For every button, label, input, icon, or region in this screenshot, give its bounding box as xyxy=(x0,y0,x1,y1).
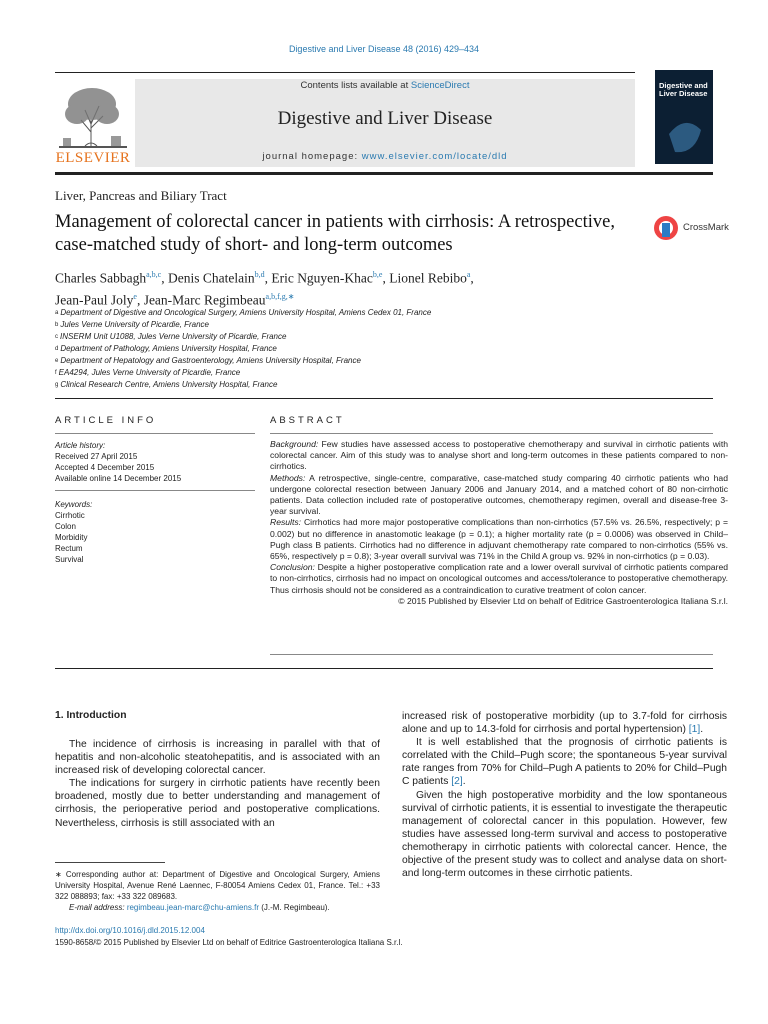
footnote-divider xyxy=(55,862,165,863)
affiliation-item xyxy=(55,367,655,379)
keyword: Survival xyxy=(55,555,84,564)
author-affiliation-marks[interactable]: a xyxy=(466,270,471,279)
affiliation-item xyxy=(55,319,655,331)
keyword: Rectum xyxy=(55,544,83,553)
author-list xyxy=(55,266,675,309)
homepage-prefix: journal homepage: xyxy=(262,151,362,162)
affiliation-text: Department of Hepatology and Gastroenterology, Amiens University Hospital, France xyxy=(60,356,361,365)
abstract-heading: ABSTRACT xyxy=(270,415,345,426)
crossmark-button[interactable] xyxy=(653,213,733,243)
journal-citation[interactable]: Digestive and Liver Disease 48 (2016) 429–434 xyxy=(288,44,480,54)
abstract-conclusion: Conclusion: Despite a higher postoperative complication rate and a lower overall survival of cirrhotic patients compared to non-cirrhotics, cirrhosis had no impact on oncological outcomes and access/tolerance to postoperative chemotherapy. Thus cirrhosis should not be considered as a contraindication to curative treatment of colon cancer. xyxy=(270,562,728,595)
sciencedirect-link[interactable]: ScienceDirect xyxy=(410,80,470,91)
affiliation-label: c xyxy=(55,334,58,340)
body-paragraph: It is well established that the prognosis of cirrhotic patients is correlated with the Child–Pugh score; the spontaneous 5-year survival rate ranges from 70% for Child–Pugh A patients to 20% for Child–Pugh C patients [2]. xyxy=(402,737,727,788)
journal-homepage xyxy=(135,151,635,162)
body-column-right xyxy=(402,710,727,880)
author-name[interactable]: Jean-Paul Joly xyxy=(55,292,134,307)
body-paragraph: Given the high postoperative morbidity and the low spontaneous survival of cirrhotic patients, it is essential to investigate the therapeutic management of colorectal cancer in this population. However, few studies have assessed long-term survival and access to postoperative chemotherapy in cirrhotic patients with colorectal cancer. Hence, the objective of the present study was to collect and analyse data on short- and long-term outcomes in these cirrhotic patients. xyxy=(402,789,727,880)
author-name[interactable]: Charles Sabbagh xyxy=(55,270,147,286)
affiliation-text: Department of Pathology, Amiens University Hospital, France xyxy=(60,344,277,353)
divider xyxy=(55,72,635,73)
cover-title: Digestive and Liver Disease xyxy=(659,81,708,98)
reference-link[interactable]: [1] xyxy=(688,724,701,736)
author-separator: , xyxy=(470,270,474,286)
abstract-results: Results: Cirrhotics had more major postoperative complications than non-cirrhotics (57.5% vs. 26.5%, respectively; p = 0.002) but no difference in anastomotic leakage (p = 0.1); a higher mortality rate (p = 0.0006) was observed in Child–Pugh class B patients. Cirrhotics had no difference in adjuvant chemotherapy rate compared to non-cirrhotics (55% vs. 65%, respectively p = 0.8); 3-year overall survival was 71% in the Child A group vs. 92% in non-cirrhotics (p = 0.03). xyxy=(270,517,728,562)
journal-title: Digestive and Liver Disease xyxy=(277,108,493,129)
author-name[interactable]: Jean-Marc Regimbeau xyxy=(143,292,266,307)
affiliation-text: Jules Verne University of Picardie, France xyxy=(60,320,209,329)
abstract-label: Results: xyxy=(270,517,302,528)
footnote-text: Corresponding author at: Department of Digestive and Oncological Surgery, Amiens University Hospital, Avenue René Laennec, F-80054 Amiens Cedex 01, France. Tel.: +33 322 088893; fax: +33 322 089683. xyxy=(55,870,380,901)
divider xyxy=(270,654,713,655)
email-label: E-mail address: xyxy=(69,903,125,912)
affiliations xyxy=(55,307,655,391)
crossmark-label: CrossMark xyxy=(683,222,729,233)
abstract-copyright: © 2015 Published by Elsevier Ltd on behalf of Editrice Gastroenterologica Italiana S.r.l. xyxy=(398,595,728,606)
abstract-body xyxy=(270,439,728,607)
author-email-link[interactable]: regimbeau.jean-marc@chu-amiens.fr xyxy=(126,903,259,912)
elsevier-wordmark: ELSEVIER xyxy=(55,150,131,166)
contents-prefix: Contents lists available at xyxy=(300,80,411,91)
history-online: Available online 14 December 2015 xyxy=(55,474,182,483)
affiliation-item xyxy=(55,331,655,343)
affiliation-label: a xyxy=(55,310,59,316)
body-column-left xyxy=(55,738,380,830)
abstract-background: Background: Few studies have assessed access to postoperative chemotherapy and survival in cirrhotic patients with colorectal cancer. Aim of this study was to analyse short and long-term outcomes in these patients compared to non-cirrhotics. xyxy=(270,439,728,472)
keywords-label: Keywords: xyxy=(55,500,93,509)
author-name[interactable]: Eric Nguyen-Khac xyxy=(271,270,373,286)
abstract-label: Methods: xyxy=(270,472,306,483)
divider xyxy=(270,433,713,434)
article-history xyxy=(55,440,255,484)
corresponding-author-footnote: ∗ Corresponding author at: Department of Digestive and Oncological Surgery, Amiens University Hospital, Avenue René Laennec, F-80054 Amiens Cedex 01, France. Tel.: +33 322 088893; fax: +33 322 089683. E-mail address: regimbeau.jean-marc@chu-amiens.fr (J.-M. Regimbeau). xyxy=(55,870,380,912)
keyword: Morbidity xyxy=(55,533,88,542)
affiliation-text: Department of Digestive and Oncological Surgery, Amiens University Hospital, Amiens Cedex 01, France xyxy=(60,308,432,317)
header-divider xyxy=(55,172,713,175)
cover-art xyxy=(665,114,705,158)
homepage-link[interactable]: www.elsevier.com/locate/dld xyxy=(361,151,508,162)
author-separator: , xyxy=(264,270,272,286)
keywords xyxy=(55,499,255,565)
affiliation-label: g xyxy=(55,382,59,388)
section-heading: 1. Introduction xyxy=(55,710,127,721)
reference-link[interactable]: [2] xyxy=(451,776,463,788)
author-affiliation-marks[interactable]: b,d xyxy=(254,270,265,279)
affiliation-label: f xyxy=(55,370,57,376)
crossmark-icon xyxy=(653,213,679,243)
footnote-marker: ∗ xyxy=(55,870,62,879)
affiliation-item xyxy=(55,355,655,367)
history-label: Article history: xyxy=(55,441,106,450)
divider xyxy=(55,668,713,669)
contents-line xyxy=(135,80,635,91)
affiliation-text: INSERM Unit U1088, Jules Verne University of Picardie, France xyxy=(60,332,287,341)
abstract-methods: Methods: A retrospective, single-centre, comparative, case-matched study comparing 40 cirrhotic patients who had undergone colorectal resection between January 2006 and January 2014, and a matched cohort of 80 non-cirrhotic patients. Data collection included rate of postoperative outcomes, chemotherapy regimen, overall and disease-free 3-year survival. xyxy=(270,472,728,517)
author-affiliation-marks[interactable]: a,b,c xyxy=(146,270,162,279)
history-received: Received 27 April 2015 xyxy=(55,452,138,461)
article-section: Liver, Pancreas and Biliary Tract xyxy=(55,188,227,203)
abstract-label: Conclusion: xyxy=(270,562,315,573)
affiliation-label: d xyxy=(55,346,59,352)
author-name[interactable]: Lionel Rebibo xyxy=(389,270,467,286)
affiliation-label: e xyxy=(55,358,59,364)
affiliation-item xyxy=(55,379,655,391)
body-paragraph: The indications for surgery in cirrhotic patients have recently been broadened, mostly due to better understanding and management of cirrhosis, the perioperative period and postoperative complications. Nevertheless, cirrhosis is still associated with an xyxy=(55,778,380,829)
affiliation-item xyxy=(55,307,655,319)
journal-cover-image[interactable] xyxy=(655,70,713,164)
body-paragraph: The incidence of cirrhosis is increasing in parallel with that of hepatitis and non-alcoholic steatohepatitis, and is associated with an increased risk of developing colorectal cancer. xyxy=(55,739,380,777)
author-affiliation-marks[interactable]: b,e xyxy=(372,270,383,279)
issn-line: 1590-8658/© 2015 Published by Elsevier Ltd on behalf of Editrice Gastroenterologica Italiana S.r.l. xyxy=(55,938,403,947)
affiliation-label: b xyxy=(55,322,59,328)
history-accepted: Accepted 4 December 2015 xyxy=(55,463,155,472)
doi-link[interactable]: http://dx.doi.org/10.1016/j.dld.2015.12.004 xyxy=(55,926,205,935)
keyword: Colon xyxy=(55,522,76,531)
affiliation-text: EA4294, Jules Verne University of Picardie, France xyxy=(58,368,241,377)
author-separator: , xyxy=(136,292,144,307)
author-separator: , xyxy=(161,270,168,286)
author-separator: , xyxy=(382,270,390,286)
affiliation-text: Clinical Research Centre, Amiens University Hospital, France xyxy=(60,380,278,389)
author-affiliation-marks[interactable]: a,b,f,g,∗ xyxy=(265,291,295,301)
divider xyxy=(55,490,255,491)
divider xyxy=(55,398,713,399)
author-name[interactable]: Denis Chatelain xyxy=(167,270,255,286)
abstract-label: Background: xyxy=(270,439,319,449)
paper-title: Management of colorectal cancer in patients with cirrhosis: A retrospective, case-matched study of short- and long-term outcomes xyxy=(55,212,615,255)
article-info-heading: ARTICLE INFO xyxy=(55,415,157,426)
author-affiliation-marks[interactable]: e xyxy=(133,291,137,301)
affiliation-item xyxy=(55,343,655,355)
keyword: Cirrhotic xyxy=(55,511,85,520)
body-paragraph: increased risk of postoperative morbidity (up to 3.7-fold for cirrhosis alone and up to 14.3-fold for cirrhosis and portal hypertension) [1]. xyxy=(402,711,727,736)
divider xyxy=(55,433,255,434)
